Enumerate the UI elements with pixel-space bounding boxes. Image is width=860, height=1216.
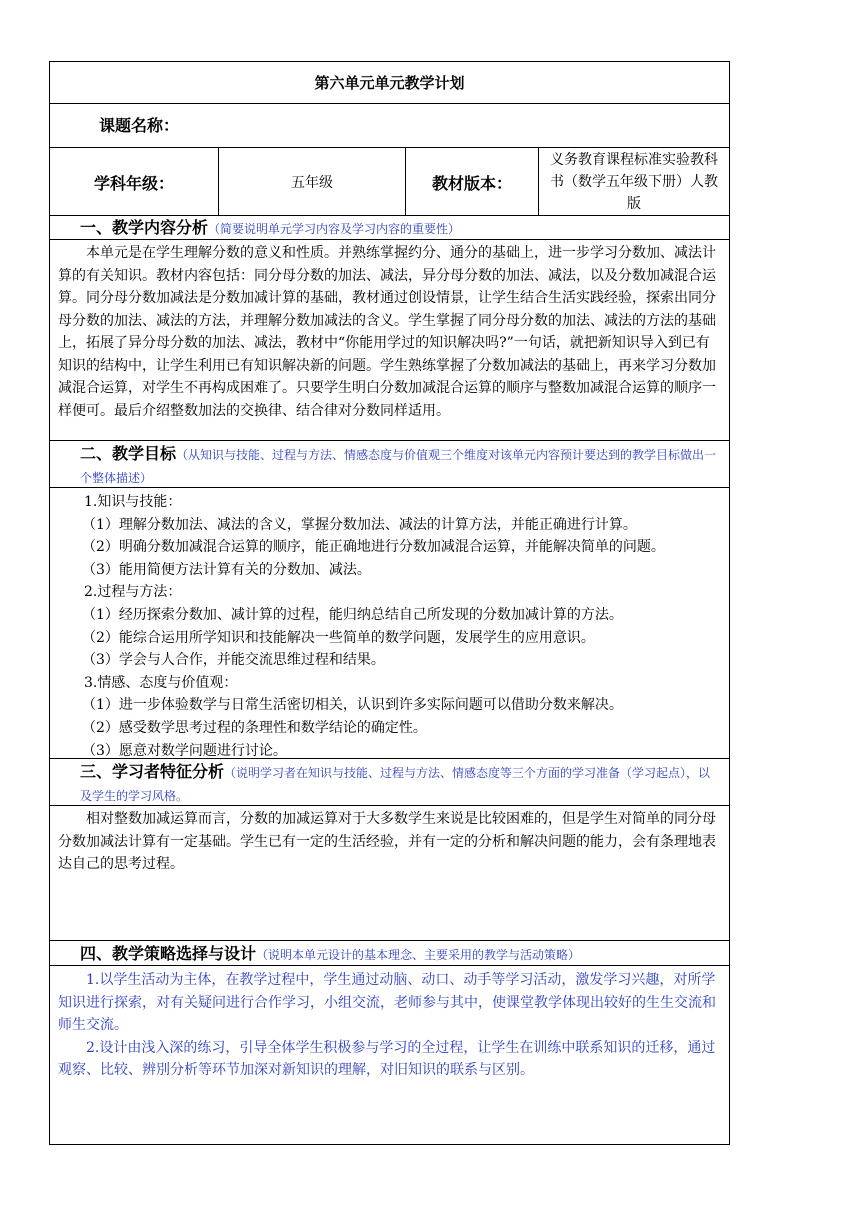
- textbook-value: 义务教育课程标准实验教科书（数学五年级下册）人教版: [550, 152, 718, 212]
- goal-line: （1）经历探索分数加、减计算的过程，能归纳总结自己所发现的分数加减计算的方法。: [82, 606, 623, 623]
- topic-label: 课题名称：: [99, 116, 180, 135]
- section-3-heading: [50, 760, 729, 806]
- section-4-heading: [50, 942, 729, 966]
- goal-line: （3）愿意对数学问题进行讨论。: [82, 742, 287, 759]
- goal-line: （3）学会与人合作，并能交流思维过程和结果。: [82, 652, 385, 669]
- section-1-body: [50, 241, 729, 441]
- goal-line: （3）能用简便方法计算有关的分数加、减法。: [82, 561, 371, 578]
- goal-line: （2）明确分数加减混合运算的顺序，能正确地进行分数加减混合运算，并能解决简单的问题。: [82, 539, 665, 556]
- page-title: 第六单元单元教学计划: [50, 62, 729, 104]
- plan-table: [49, 61, 730, 1145]
- goal-line: 2.过程与方法：: [84, 584, 182, 601]
- section-2-heading: [50, 442, 729, 488]
- section-4-title: 四、教学策略选择与设计: [80, 944, 257, 963]
- strategy-paragraph-2: 2.设计由浅入深的练习，引导全体学生积极参与学习的全过程，让学生在训练中联系知识的迁移，通过观察、比较、辨別分析等环节加深对新知识的理解，对旧知识的联系与区别。: [58, 1039, 716, 1078]
- textbook-label: 教材版本：: [406, 148, 539, 216]
- subject-label: 学科年级：: [50, 148, 219, 216]
- strategy-paragraph-1: 1.以学生活动为主体，在教学过程中，学生通过动脑、动口、动手等学习活动，激发学习兴趣，对所学知识进行探索，对有关疑问进行合作学习，小组交流，老师参与其中，使课堂教学体现出较好的生生交流和师生交流。: [58, 972, 716, 1033]
- section-3-note: （说明学习者在知识与技能、过程与方法、情感态度等三个方面的学习准备（学习起点），以及学生的学习风格。: [80, 766, 711, 803]
- goal-line: （2）感受数学思考过程的条理性和数学结论的确定性。: [82, 719, 427, 736]
- section-2-note: （从知识与技能、过程与方法、情感态度与价值观三个维度对该单元内容预计要达到的教学目标做出一个整体描述）: [80, 448, 717, 485]
- section-4-body: [50, 967, 729, 1144]
- section-3-text: 相对整数加减运算而言，分数的加减运算对于大多数学生来说是比较困难的，但是学生对简单的同分母分数加减法计算有一定基础。学生已有一定的生活经验，并有一定的分析和解决问题的能力，会有条理地表达自己的思考过程。: [58, 811, 716, 872]
- section-1-title: 一、教学内容分析: [80, 218, 209, 237]
- goal-line: （1）理解分数加法、减法的含义，掌握分数加法、减法的计算方法，并能正确进行计算。: [82, 516, 637, 533]
- section-2-body: [50, 489, 729, 759]
- goal-line: 3.情感、态度与价值观：: [84, 674, 238, 691]
- goal-line: 1.知识与技能：: [84, 494, 182, 510]
- grade-value: 五年级: [219, 148, 406, 216]
- section-3-title: 三、学习者特征分析: [80, 762, 225, 781]
- section-2-title: 二、教学目标: [80, 444, 177, 463]
- subject-row: [50, 148, 729, 216]
- goal-line: （2）能综合运用所学知识和技能解决一些简单的数学问题，发展学生的应用意识。: [82, 629, 595, 646]
- section-4-note: （说明本单元设计的基本理念、主要采用的教学与活动策略）: [256, 948, 581, 962]
- goal-line: （1）进一步体验数学与日常生活密切相关，认识到许多实际问题可以借助分数来解决。: [82, 697, 623, 714]
- section-1-text: 本单元是在学生理解分数的意义和性质。并熟练掌握约分、通分的基础上，进一步学习分数加、减法计算的有关知识。教材内容包括：同分母分数的加法、减法，异分母分数的加法、减法，以及分数加减混合运算。同分母分数加减法是分数加减计算的基础，教材通过创设情景，让学生结合生活实践经验，探索出同分母分数的加法、减法的方法，并理解分数加减法的含义。学生掌握了同分母分数的加法、减法的方法的基础上，拓展了异分母分数的加法、减法，教材中“你能用学过的知识解决吗?”一句话，就把新知识导入到已有知识的结构中，让学生利用已有知识解决新的问题。学生熟练掌握了分数加减法的基础上，再来学习分数加减混合运算，对学生不再构成困难了。只要学生明白分数加减混合运算的顺序与整数加减混合运算的顺序一样便可。最后介绍整数加法的交换律、结合律对分数同样适用。: [58, 245, 716, 419]
- section-1-note: （简要说明单元学习内容及学习内容的重要性）: [208, 222, 461, 236]
- section-1-heading: [50, 216, 729, 240]
- topic-row: [50, 104, 729, 148]
- section-3-body: [50, 807, 729, 941]
